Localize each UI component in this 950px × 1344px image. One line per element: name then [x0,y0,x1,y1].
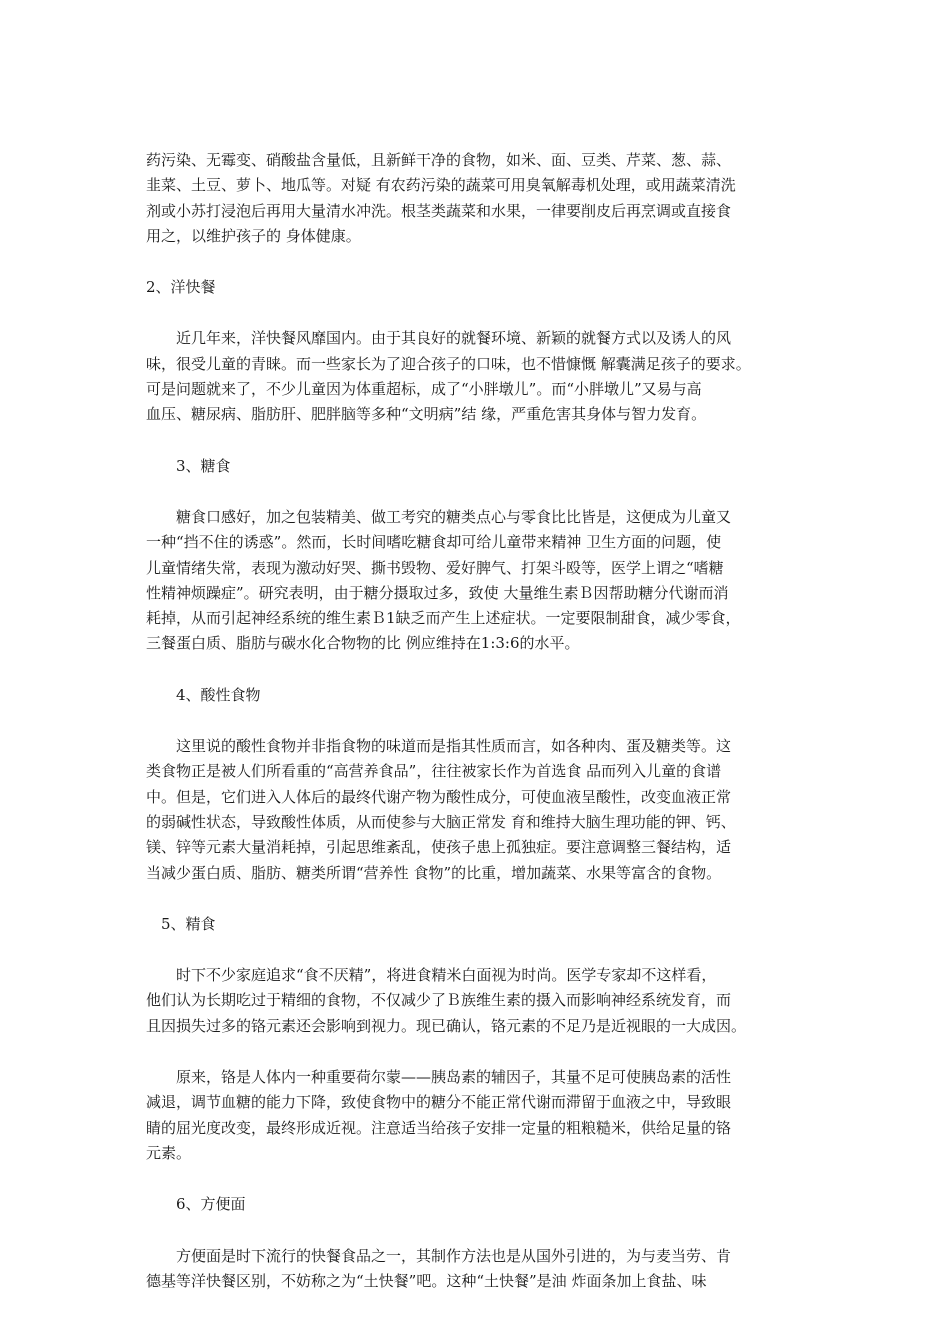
paragraph-gap [146,428,806,454]
text-line: 的弱碱性状态，导致酸性体质，从而使参与大脑正常发 育和维持大脑生理功能的钾、钙、 [146,812,736,831]
document-page [146,148,806,1294]
text-line: 这里说的酸性食物并非指食物的味道而是指其性质而言，如各种肉、蛋及糖类等。这 [176,737,732,756]
section-heading: 2、洋快餐 [146,278,216,297]
paragraph [146,1244,806,1295]
text-line: 药污染、无霉变、硝酸盐含量低，且新鲜干净的食物，如米、面、豆类、芹菜、葱、蒜、 [146,151,732,169]
text-line: 味，很受儿童的青睐。而一些家长为了迎合孩子的口味，也不惜慷慨 解囊满足孩子的要求。 [146,354,751,373]
paragraph [146,734,806,886]
text-line: 耗掉，从而引起神经系统的维生素Ｂ1缺乏而产生上述症状。一定要限制甜食，减少零食， [146,609,741,628]
paragraph [146,963,806,1039]
text-line: 当减少蛋白质、脂肪、糖类所谓“营养性 食物”的比重，增加蔬菜、水果等富含的食物。 [146,863,722,882]
text-line: 减退，调节血糖的能力下降，致使食物中的糖分不能正常代谢而滞留于血液之中，导致眼 [146,1093,732,1112]
text-line: 剂或小苏打浸泡后再用大量清水冲洗。根茎类蔬菜和水果，一律要削皮后再烹调或直接食 [146,201,732,220]
section-heading: 5、精食 [161,914,216,933]
text-line: 镁、锌等元素大量消耗掉，引起思维紊乱，使孩子患上孤独症。要注意调整三餐结构，适 [146,838,732,857]
paragraph [146,505,806,657]
text-line: 韭菜、土豆、萝卜、地瓜等。对疑 有农药污染的蔬菜可用臭氧解毒机处理，或用蔬菜清洗 [146,176,736,195]
text-line: 原来，铬是人体内一种重要荷尔蒙——胰岛素的辅因子，其量不足可使胰岛素的活性 [176,1068,732,1087]
section-heading: 4、酸性食物 [176,685,261,704]
paragraph-gap [146,1039,806,1065]
paragraph-gap [146,657,806,683]
text-line: 他们认为长期吃过于精细的食物，不仅减少了Ｂ族维生素的摄入而影响神经系统发育，而 [146,991,732,1010]
text-line: 德基等洋快餐区别，不妨称之为“土快餐”吧。这种“土快餐”是油 炸面条加上食盐、味 [146,1271,707,1290]
section-heading: 6、方便面 [176,1195,246,1214]
paragraph-gap [146,479,806,505]
paragraph-gap [146,937,806,963]
paragraph-gap [146,1166,806,1192]
text-line: 可是问题就来了，不少儿童因为体重超标，成了“小胖墩儿”。而“小胖墩儿”又易与高 [146,380,702,399]
paragraph-gap [146,249,806,275]
text-line: 儿童情绪失常，表现为激动好哭、撕书毁物、爱好脾气、打架斗殴等，医学上谓之“嗜糖 [146,558,724,577]
paragraph-gap [146,708,806,734]
text-line: 元素。 [146,1143,192,1162]
text-line: 性精神烦躁症”。研究表明，由于糖分摄取过多，致使 大量维生素Ｂ因帮助糖分代谢而消 [146,583,729,602]
text-line: 一种“挡不住的诱惑”。然而，长时间嗜吃糖食却可给儿童带来精神 卫生方面的问题，使 [146,533,722,552]
text-line: 睛的屈光度改变，最终形成近视。注意适当给孩子安排一定量的粗粮糙米，供给足量的铬 [146,1118,732,1137]
paragraph-gap [146,886,806,912]
text-line: 方便面是时下流行的快餐食品之一，其制作方法也是从国外引进的，为与麦当劳、肯 [176,1246,732,1265]
text-line: 中。但是，它们进入人体后的最终代谢产物为酸性成分，可使血液呈酸性，改变血液正常 [146,787,732,806]
paragraph [146,148,806,249]
text-line: 且因损失过多的铬元素还会影响到视力。现已确认，铬元素的不足乃是近视眼的一大成因。 [146,1016,747,1035]
paragraph [146,326,806,427]
text-line: 类食物正是被人们所看重的“高营养食品”，往往被家长作为首选食 品而列入儿童的食谱 [146,762,722,781]
text-line: 时下不少家庭追求“食不厌精”，将进食精米白面视为时尚。医学专家却不这样看， [176,966,717,985]
text-line: 三餐蛋白质、脂肪与碳水化合物物的比 例应维持在1:3:6的水平。 [146,634,580,653]
text-line: 近几年来，洋快餐风靡国内。由于其良好的就餐环境、新颖的就餐方式以及诱人的风 [176,329,732,348]
text-line: 用之，以维护孩子的 身体健康。 [146,226,361,245]
text-line: 血压、糖尿病、脂肪肝、肥胖脑等多种“文明病”结 缘，严重危害其身体与智力发育。 [146,405,707,424]
text-line: 糖食口感好，加之包装精美、做工考究的糖类点心与零食比比皆是，这便成为儿童又 [176,507,732,526]
paragraph [146,1065,806,1166]
paragraph-gap [146,300,806,326]
section-heading: 3、糖食 [176,456,231,475]
paragraph-gap [146,1218,806,1244]
